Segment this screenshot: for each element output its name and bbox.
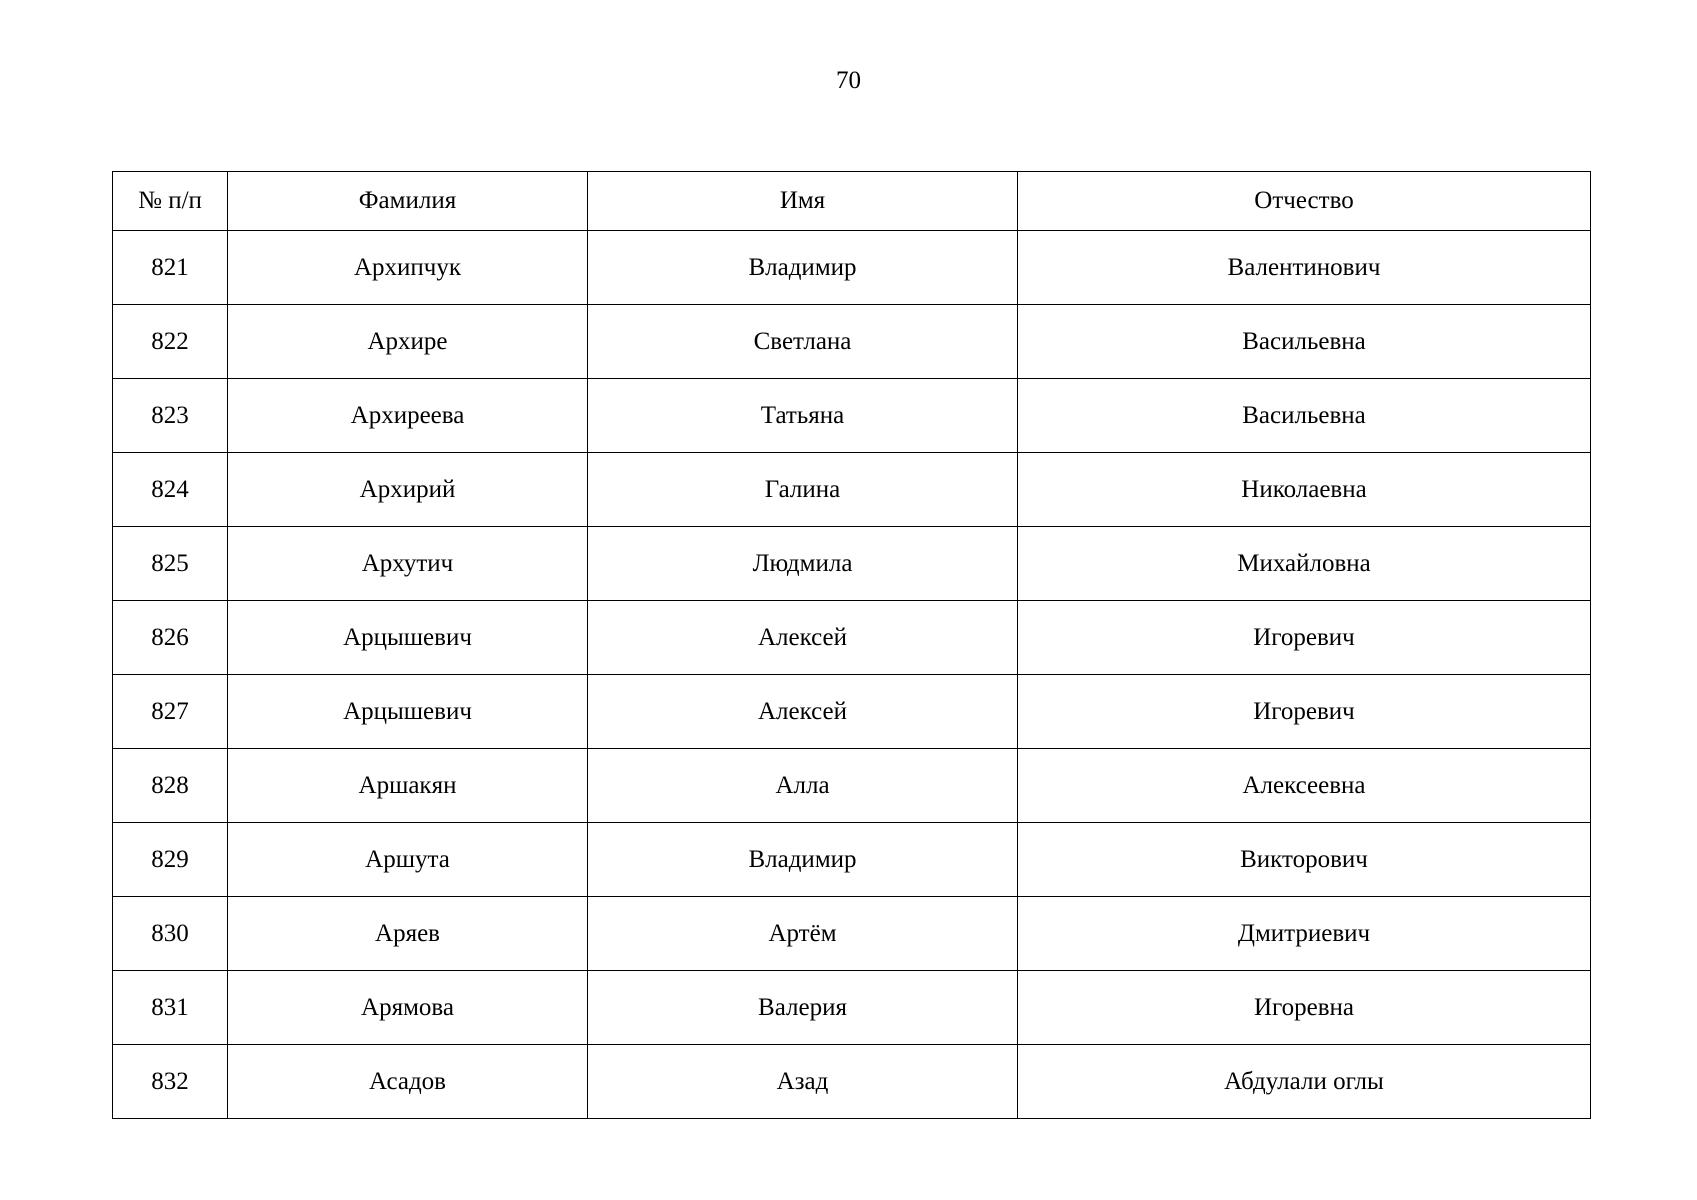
cell-last-name: Аршута (228, 823, 588, 897)
table-row (113, 305, 1591, 379)
cell-num: 830 (113, 897, 228, 971)
cell-last-name: Арямова (228, 971, 588, 1045)
cell-first-name: Людмила (588, 527, 1018, 601)
cell-first-name: Артём (588, 897, 1018, 971)
cell-num: 827 (113, 675, 228, 749)
cell-num: 826 (113, 601, 228, 675)
cell-num: 823 (113, 379, 228, 453)
cell-patronymic: Васильевна (1018, 305, 1591, 379)
table-header (113, 172, 1591, 231)
cell-patronymic: Викторович (1018, 823, 1591, 897)
cell-first-name: Галина (588, 453, 1018, 527)
cell-last-name: Архипчук (228, 231, 588, 305)
cell-last-name: Аршакян (228, 749, 588, 823)
cell-last-name: Архире (228, 305, 588, 379)
names-table (112, 171, 1591, 1119)
cell-patronymic: Михайловна (1018, 527, 1591, 601)
cell-first-name: Валерия (588, 971, 1018, 1045)
cell-num: 821 (113, 231, 228, 305)
header-last-name: Фамилия (228, 172, 588, 231)
cell-patronymic: Дмитриевич (1018, 897, 1591, 971)
header-first-name: Имя (588, 172, 1018, 231)
table-row (113, 527, 1591, 601)
cell-last-name: Архиреева (228, 379, 588, 453)
cell-num: 825 (113, 527, 228, 601)
table-row (113, 675, 1591, 749)
cell-num: 828 (113, 749, 228, 823)
cell-last-name: Архутич (228, 527, 588, 601)
table-row (113, 453, 1591, 527)
header-num: № п/п (113, 172, 228, 231)
table-row (113, 823, 1591, 897)
cell-patronymic: Николаевна (1018, 453, 1591, 527)
cell-first-name: Светлана (588, 305, 1018, 379)
cell-patronymic: Игоревна (1018, 971, 1591, 1045)
cell-last-name: Арцышевич (228, 675, 588, 749)
table-row (113, 601, 1591, 675)
cell-last-name: Аряев (228, 897, 588, 971)
header-patronymic: Отчество (1018, 172, 1591, 231)
cell-patronymic: Алексеевна (1018, 749, 1591, 823)
cell-last-name: Архирий (228, 453, 588, 527)
table-row (113, 971, 1591, 1045)
cell-patronymic: Васильевна (1018, 379, 1591, 453)
cell-num: 822 (113, 305, 228, 379)
cell-patronymic: Игоревич (1018, 675, 1591, 749)
cell-num: 829 (113, 823, 228, 897)
cell-last-name: Асадов (228, 1045, 588, 1119)
table-row (113, 749, 1591, 823)
cell-first-name: Алексей (588, 675, 1018, 749)
cell-num: 832 (113, 1045, 228, 1119)
table-row (113, 897, 1591, 971)
page-number: 70 (836, 67, 861, 94)
table-row (113, 1045, 1591, 1119)
table-row (113, 231, 1591, 305)
table-row (113, 379, 1591, 453)
cell-num: 824 (113, 453, 228, 527)
cell-first-name: Владимир (588, 231, 1018, 305)
cell-patronymic: Абдулали оглы (1018, 1045, 1591, 1119)
cell-first-name: Алексей (588, 601, 1018, 675)
cell-first-name: Азад (588, 1045, 1018, 1119)
table-body (113, 231, 1591, 1119)
header-row (113, 172, 1591, 231)
cell-patronymic: Валентинович (1018, 231, 1591, 305)
cell-first-name: Владимир (588, 823, 1018, 897)
cell-num: 831 (113, 971, 228, 1045)
cell-first-name: Алла (588, 749, 1018, 823)
cell-patronymic: Игоревич (1018, 601, 1591, 675)
cell-last-name: Арцышевич (228, 601, 588, 675)
cell-first-name: Татьяна (588, 379, 1018, 453)
